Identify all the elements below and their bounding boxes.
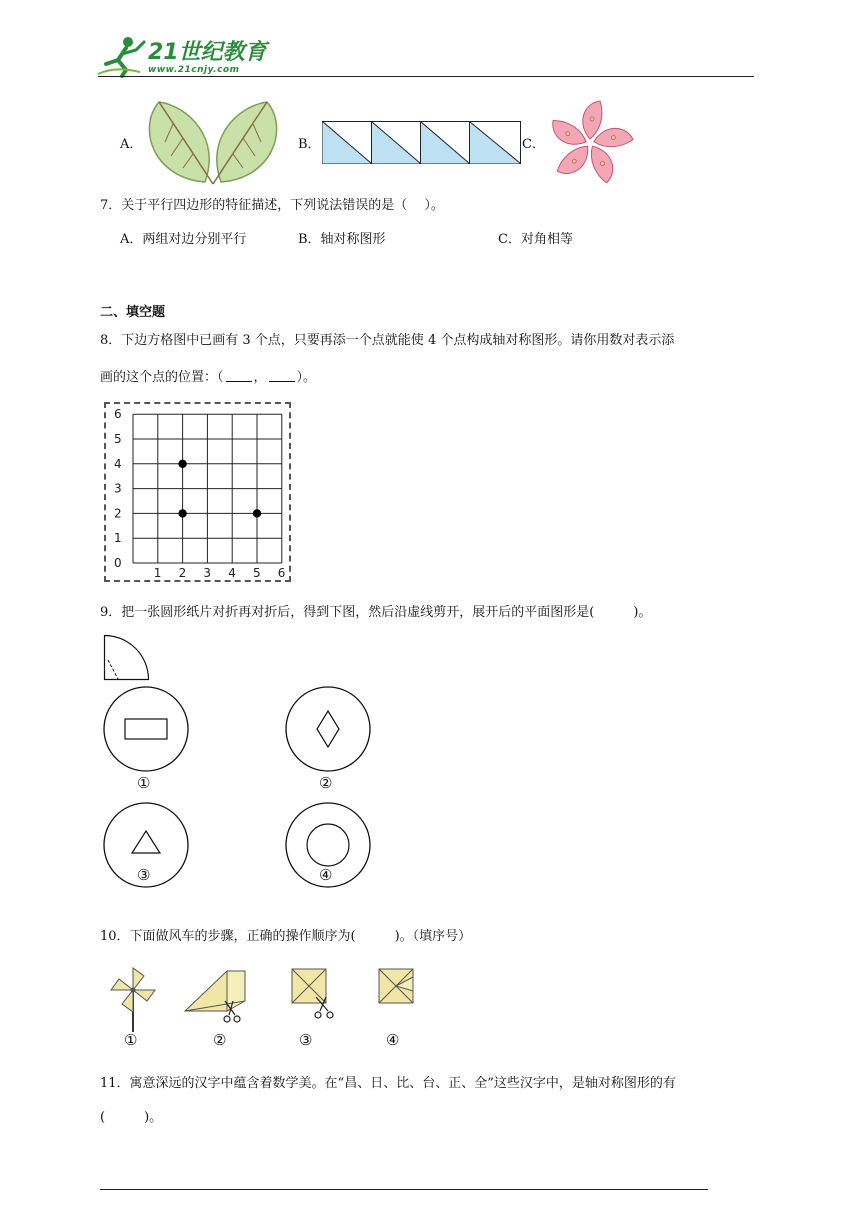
square-cut-scissors-icon — [290, 967, 350, 1027]
q7-option-b: B．轴对称图形 — [298, 232, 386, 247]
section-title: 二、填空题 — [100, 305, 166, 320]
q6-option-c-label: C． — [522, 137, 545, 152]
grid-y-tick-label: 1 — [114, 531, 122, 546]
q8-stem-comma: ， — [253, 370, 267, 385]
folded-paper-quarter-icon — [104, 635, 154, 685]
q9-option-1-figure — [103, 686, 193, 776]
q7-stem: 7．关于平行四边形的特征描述，下列说法错误的是（ ）。 — [100, 198, 444, 213]
logo-runner-icon — [96, 36, 156, 76]
grid-y-tick-label: 3 — [114, 481, 122, 496]
q7-option-a: A．两组对边分别平行 — [120, 232, 247, 247]
q9-option-2-figure — [285, 686, 375, 776]
q9-option-2-label: ② — [319, 774, 333, 792]
grid-x-tick-label: 2 — [178, 566, 187, 580]
grid-y-tick-label: 4 — [114, 456, 122, 471]
grid-point — [178, 460, 186, 468]
q10-stem: 10．下面做风车的步骤，正确的操作顺序为( )。（填序号） — [100, 929, 472, 944]
header-rule — [98, 76, 754, 77]
q6-option-a-label: A． — [120, 137, 143, 152]
q10-step-3-label: ③ — [299, 1031, 313, 1049]
logo-title: 21世纪教育 — [148, 40, 267, 65]
q11-stem-line1: 11．寓意深远的汉字中蕴含着数学美。在“昌、日、比、台、正、全”这些汉字中，是轴对称图形的有 — [100, 1076, 676, 1091]
q10-step-1-label: ① — [124, 1031, 138, 1049]
q9-option-4-label: ④ — [319, 866, 333, 884]
q10-step-4-label: ④ — [386, 1031, 400, 1049]
q8-stem-line1: 8．下边方格图中已画有 3 个点，只要再添一个点就能使 4 个点构成轴对称图形。请你用数对表示添 — [100, 333, 675, 348]
grid-x-tick-label: 4 — [228, 566, 236, 580]
flower-icon — [545, 98, 635, 188]
leaves-icon — [143, 98, 283, 188]
q9-option-1-label: ① — [137, 774, 151, 792]
grid-y-tick-label: 0 — [114, 556, 122, 570]
logo-url: www.21cnjy.com — [148, 65, 240, 75]
grid-y-tick-label: 2 — [114, 506, 122, 521]
q6-option-b-label: B． — [298, 137, 321, 152]
grid-point — [253, 509, 261, 517]
triangles-strip-icon — [322, 121, 522, 165]
q8-stem-suffix: ）。 — [296, 370, 317, 385]
grid-x-tick-label: 3 — [203, 566, 212, 580]
square-folded-corners-icon — [377, 967, 427, 1017]
grid-x-tick-label: 5 — [253, 566, 261, 580]
grid-point — [178, 509, 186, 517]
folded-triangle-scissors-icon — [183, 967, 253, 1027]
q9-option-3-label: ③ — [137, 866, 151, 884]
q7-option-c: C．对角相等 — [498, 232, 573, 247]
header — [0, 0, 860, 80]
q10-step-2-label: ② — [213, 1031, 227, 1049]
grid-y-tick-label: 5 — [114, 432, 122, 446]
grid-y-tick-label: 6 — [114, 407, 122, 422]
pinwheel-icon — [108, 962, 158, 1042]
q8-grid — [104, 402, 304, 592]
grid-x-tick-label: 1 — [153, 566, 162, 580]
q8-blank-x[interactable] — [226, 369, 252, 382]
q8-stem-line2 — [100, 369, 316, 384]
grid-x-tick-label: 6 — [277, 566, 286, 580]
footer-rule — [100, 1189, 708, 1190]
q9-stem: 9．把一张圆形纸片对折再对折后，得到下图，然后沿虚线剪开，展开后的平面图形是( )。 — [100, 605, 652, 620]
q8-stem-prefix: 画的这个点的位置：（ — [100, 370, 224, 385]
q11-stem-line2: ( )。 — [100, 1110, 163, 1125]
q8-blank-y[interactable] — [269, 369, 295, 382]
